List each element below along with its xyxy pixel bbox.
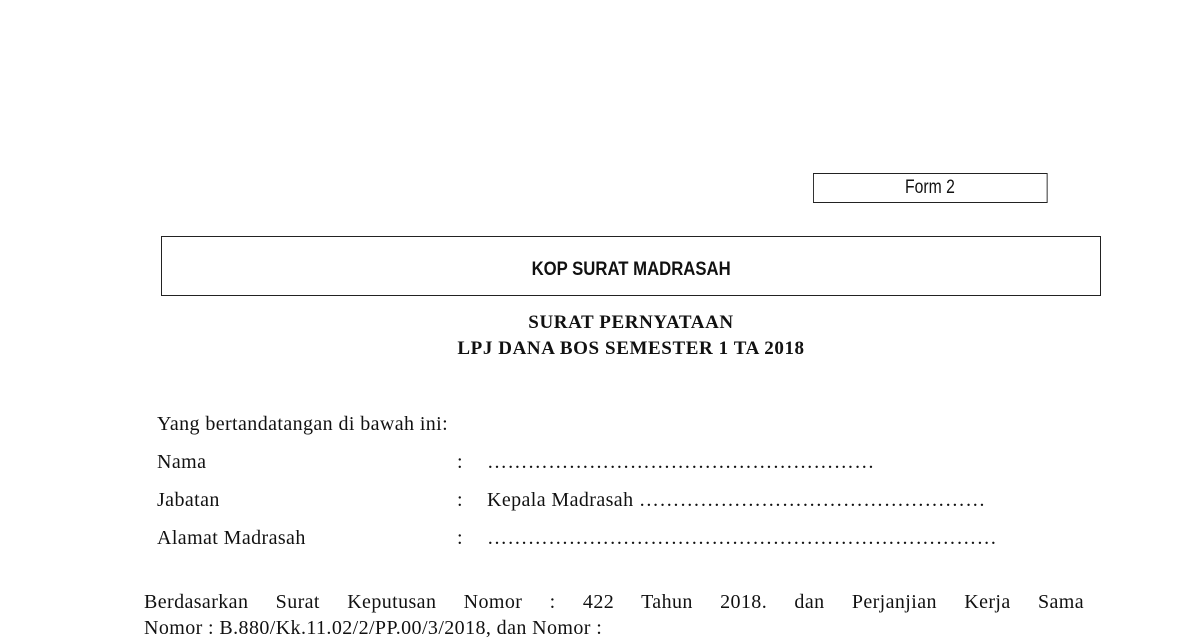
field-value-alamat: ………………………………………………………………… <box>487 527 997 549</box>
letterhead-text <box>162 259 1100 281</box>
document-subtitle: LPJ DANA BOS SEMESTER 1 TA 2018 <box>457 338 805 359</box>
body-paragraph-line: Berdasarkan Surat Keputusan Nomor : 422 Tahun 2018. dan Perjanjian Kerja Sama <box>144 591 1084 613</box>
form-number-label: Form 2 <box>905 177 956 198</box>
document-title: SURAT PERNYATAAN <box>528 312 734 333</box>
field-label-jabatan: Jabatan <box>157 489 220 511</box>
field-colon: : <box>457 527 463 549</box>
letterhead-label: KOP SURAT MADRASAH <box>531 259 731 280</box>
field-value-jabatan: Kepala Madrasah …………………………………………… <box>487 489 986 511</box>
field-label-alamat: Alamat Madrasah <box>157 527 306 549</box>
form-number-box <box>813 173 1048 203</box>
field-label-nama: Nama <box>157 451 207 473</box>
letterhead-box <box>161 236 1101 296</box>
intro-text: Yang bertandatangan di bawah ini: <box>157 413 449 435</box>
field-colon: : <box>457 489 463 511</box>
field-colon: : <box>457 451 463 473</box>
field-value-nama: ………………………………………………… <box>487 451 875 473</box>
body-paragraph-line: Nomor : B.880/Kk.11.02/2/PP.00/3/2018, dan Nomor : <box>144 617 603 639</box>
